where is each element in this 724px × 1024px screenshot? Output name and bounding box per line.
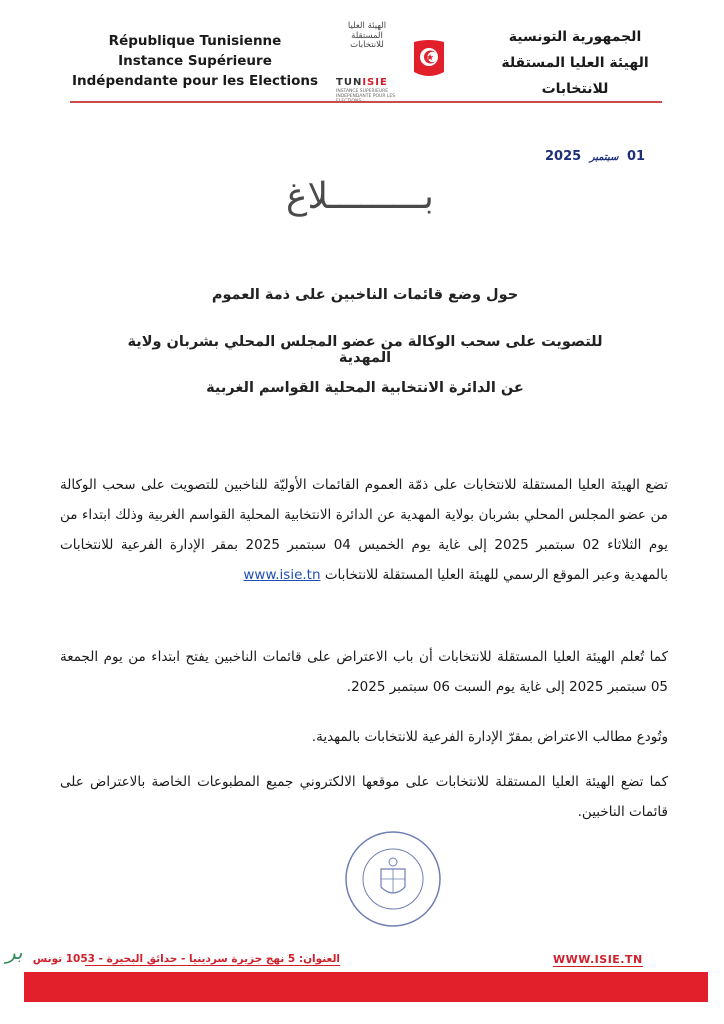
footer-address: العنوان: 5 نهج جزيرة سردينيا - حدائق البحيرة - 1053 تونس <box>32 953 340 965</box>
seal-ring-text <box>343 829 347 831</box>
date-month: سبتمبر <box>589 152 619 163</box>
logo-subtext: INSTANCE SUPERIEURE INDEPENDANTE POUR LES <box>336 89 396 99</box>
footer-red-bar <box>24 972 708 1002</box>
document-date <box>545 149 645 164</box>
header-french-block <box>70 31 320 91</box>
header-ar-line-3: للانتخابات <box>541 81 609 97</box>
logo-name <box>336 77 388 88</box>
date-day: 01 <box>626 149 646 164</box>
header-arabic-block <box>480 24 670 102</box>
header-fr-line-2: Instance Supérieure <box>118 53 272 69</box>
body-paragraph-2: كما تُعلم الهيئة العليا المستقلة للانتخابات أن باب الاعتراض على قائمات الناخبين يفتح ابتداء من يوم الجمعة 05 سبتمبر 2025 إلى غاية يوم السبت 06 سبتمبر 2025. <box>60 649 668 695</box>
header-divider <box>70 101 662 103</box>
logo-name-prefix: TUN <box>336 77 363 88</box>
subject-line-2: للتصويت على سحب الوكالة من عضو المجلس المحلي بشربان ولاية المهدية <box>127 334 603 366</box>
official-seal <box>343 829 443 929</box>
logo-arabic-text: الهيئة العليا المستقلة للانتخابات <box>347 21 387 50</box>
subject-line-3: عن الدائرة الانتخابية المحلية القواسم الغربية <box>206 380 524 396</box>
subject-line-1: حول وضع قائمات الناخبين على ذمة العموم <box>211 287 519 303</box>
header-ar-line-2: الهيئة العليا المستقلة <box>501 55 649 71</box>
body-paragraph-4: كما تضع الهيئة العليا المستقلة للانتخابات على موقعها الالكتروني جميع المطبوعات الخاصة بالاعتراض على قائمات الناخبين. <box>60 774 668 820</box>
isie-logo <box>330 20 460 100</box>
svg-text:الجمهورية التونسية الهيئة العل <box>343 829 347 831</box>
body-paragraph-1 <box>60 470 668 590</box>
header-fr-line-1: République Tunisienne <box>108 33 282 49</box>
seal-icon <box>343 829 443 929</box>
tunisian-flag-icon <box>410 38 448 80</box>
header-ar-line-1: الجمهورية التونسية <box>508 29 642 45</box>
body-paragraph-3: وتُودع مطالب الاعتراض بمقرّ الإدارة الفرعية للانتخابات بالمهدية. <box>311 729 668 745</box>
paragraph-1-text: تضع الهيئة العليا المستقلة للانتخابات على ذمّة العموم القائمات الأوليّة للناخبين للتصويت على سحب الوكالة من عضو المجلس المحلي بشربان بولاية المهدية عن الدائرة الانتخابية المحلية القواسم الغربية وذلك ابتداء من يوم الثلاثاء 02 سبتمبر 2025 إلى غاية يوم الخميس 04 سبتمبر 2025 بمقر الإدارة الفرعية للانتخابات بالمهدية وعبر الموقع الرسمي للهيئة العليا المستقلة للانتخابات <box>60 477 669 583</box>
footer-website[interactable]: WWW.ISIE.TN <box>553 953 643 966</box>
logo-name-accent: ISIE <box>362 77 388 88</box>
website-link[interactable]: www.isie.tn <box>243 567 321 583</box>
header-fr-line-3: Indépendante pour les Elections <box>71 73 318 89</box>
document-title: بـــــــــلاغ <box>286 176 434 217</box>
date-year: 2025 <box>545 149 582 164</box>
handwritten-initial: بر <box>6 940 23 964</box>
